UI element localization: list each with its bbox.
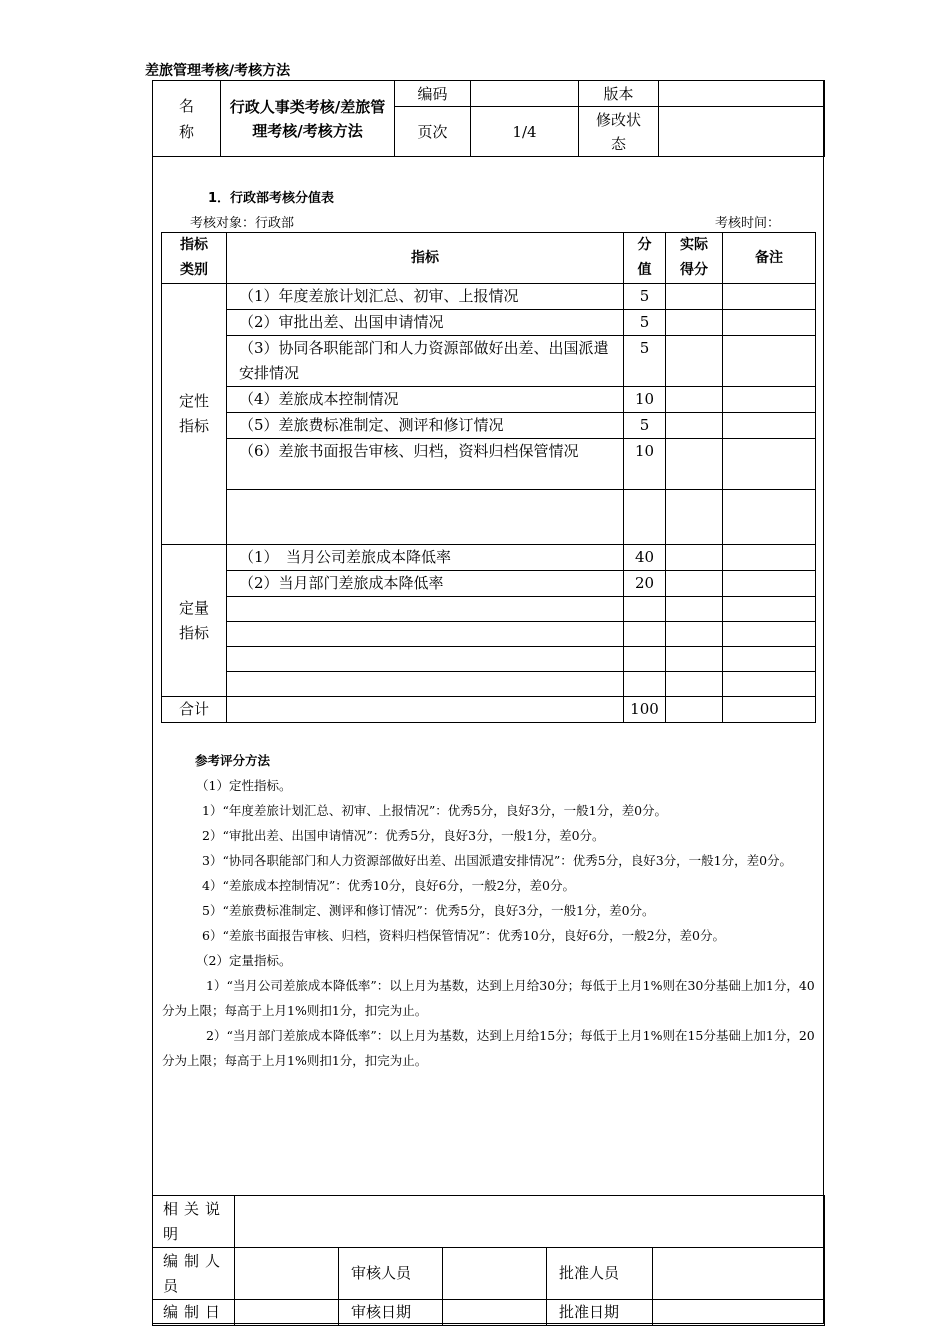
quant-remark-blank-4[interactable] — [723, 672, 816, 697]
qual-item-1: （1）年度差旅计划汇总、初审、上报情况 — [227, 284, 624, 310]
editor-value[interactable] — [235, 1248, 339, 1300]
header-category-l2: 类别 — [180, 262, 208, 278]
qual-score-6: 10 — [624, 439, 666, 490]
approver-value[interactable] — [653, 1248, 825, 1300]
qual-rule-6: 6）“差旅书面报告审核、归档，资料归档保管情况”：优秀10分，良好6分，一般2分，差0分。 — [202, 928, 725, 943]
qual-remark-2[interactable] — [723, 310, 816, 336]
name-label-char-1: 名 — [178, 96, 194, 115]
editor-label: 编制人员 — [153, 1248, 235, 1300]
header-score — [624, 233, 666, 284]
qual-remark-4[interactable] — [723, 387, 816, 413]
qualitative-label — [162, 284, 227, 545]
header-actual — [666, 233, 723, 284]
section-title: 1．行政部考核分值表 — [208, 191, 335, 206]
reviewer-value[interactable] — [443, 1248, 547, 1300]
table-row — [162, 622, 816, 647]
qual-actual-blank[interactable] — [666, 490, 723, 545]
review-date-value[interactable] — [443, 1300, 547, 1326]
quant-score-blank-2[interactable] — [624, 622, 666, 647]
quant-remark-1[interactable] — [723, 545, 816, 571]
qual-actual-2[interactable] — [666, 310, 723, 336]
table-row — [162, 387, 816, 413]
related-value[interactable] — [235, 1196, 825, 1248]
table-row — [162, 439, 816, 490]
quant-item-1: （1） 当月公司差旅成本降低率 — [227, 545, 624, 571]
qual-actual-5[interactable] — [666, 413, 723, 439]
quant-item-blank-2[interactable] — [227, 622, 624, 647]
quant-remark-2[interactable] — [723, 571, 816, 597]
qual-score-1: 5 — [624, 284, 666, 310]
qual-score-2: 5 — [624, 310, 666, 336]
edit-date-label: 编制日 — [153, 1300, 235, 1326]
header-table — [152, 80, 825, 157]
quant-actual-blank-3[interactable] — [666, 647, 723, 672]
table-row — [162, 413, 816, 439]
reviewer-label: 审核人员 — [339, 1248, 443, 1300]
header-score-l2: 值 — [637, 262, 652, 278]
quant-actual-blank-1[interactable] — [666, 597, 723, 622]
quant-rule-1: 1）“当月公司差旅成本降低率”：以上月为基数，达到上月给30分；每低于上月1%则在30分基础上加1分，40分为上限；每高于上月1%则扣1分，扣完为止。 — [162, 978, 815, 1018]
quant-actual-blank-4[interactable] — [666, 672, 723, 697]
related-label: 相关说明 — [153, 1196, 235, 1248]
quant-remark-blank-3[interactable] — [723, 647, 816, 672]
qual-item-3: （3）协同各职能部门和人力资源部做好出差、出国派遣安排情况 — [227, 336, 624, 387]
qual-rule-3: 3）“协同各职能部门和人力资源部做好出差、出国派遣安排情况”：优秀5分，良好3分，一般1分，差0分。 — [202, 853, 793, 868]
version-value[interactable] — [659, 81, 825, 107]
table-row — [162, 336, 816, 387]
quant-actual-2[interactable] — [666, 571, 723, 597]
qual-rule-2: 2）“审批出差、出国申请情况”：优秀5分，良好3分，一般1分，差0分。 — [202, 828, 605, 843]
doc-name: 行政人事类考核/差旅管理考核/考核方法 — [221, 81, 395, 157]
scoring-method — [162, 748, 816, 1073]
review-date-label: 审核日期 — [339, 1300, 443, 1326]
code-value[interactable] — [471, 81, 579, 107]
quant-rule-2: 2）“当月部门差旅成本降低率”：以上月为基数，达到上月给15分；每低于上月1%则在15分基础上加1分，20分为上限；每高于上月1%则扣1分，扣完为止。 — [162, 1028, 815, 1068]
table-row — [162, 647, 816, 672]
quant-remark-blank-1[interactable] — [723, 597, 816, 622]
quant-item-blank-3[interactable] — [227, 647, 624, 672]
qual-remark-6[interactable] — [723, 439, 816, 490]
qual-score-3: 5 — [624, 336, 666, 387]
qual-rule-1: 1）“年度差旅计划汇总、初审、上报情况”：优秀5分，良好3分，一般1分，差0分。 — [202, 803, 668, 818]
quant-actual-blank-2[interactable] — [666, 622, 723, 647]
name-label — [153, 81, 221, 157]
qual-item-4: （4）差旅成本控制情况 — [227, 387, 624, 413]
header-category-l1: 指标 — [180, 237, 208, 253]
qualitative-label-l1: 定性 — [178, 392, 209, 410]
table-row — [162, 672, 816, 697]
qual-score-5: 5 — [624, 413, 666, 439]
qual-item-5: （5）差旅费标准制定、测评和修订情况 — [227, 413, 624, 439]
footer-table — [152, 1195, 825, 1326]
qual-actual-6[interactable] — [666, 439, 723, 490]
header-score-l1: 分 — [637, 237, 652, 253]
quant-remark-blank-2[interactable] — [723, 622, 816, 647]
quant-actual-1[interactable] — [666, 545, 723, 571]
approver-label: 批准人员 — [547, 1248, 653, 1300]
quant-score-blank-4[interactable] — [624, 672, 666, 697]
table-row — [162, 545, 816, 571]
total-remark[interactable] — [723, 697, 816, 723]
qual-remark-blank[interactable] — [723, 490, 816, 545]
quant-score-2: 20 — [624, 571, 666, 597]
header-remark: 备注 — [723, 233, 816, 284]
score-table — [161, 232, 816, 723]
approve-date-value[interactable] — [653, 1300, 825, 1326]
total-label: 合计 — [162, 697, 227, 723]
quant-score-blank-1[interactable] — [624, 597, 666, 622]
qual-item-2: （2）审批出差、出国申请情况 — [227, 310, 624, 336]
page-value: 1/4 — [471, 107, 579, 157]
header-actual-l1: 实际 — [680, 237, 708, 253]
qual-actual-1[interactable] — [666, 284, 723, 310]
quant-score-1: 40 — [624, 545, 666, 571]
assessment-target: 考核对象：行政部 — [190, 216, 295, 231]
qual-actual-4[interactable] — [666, 387, 723, 413]
name-label-char-2: 称 — [178, 122, 194, 141]
assessment-time: 考核时间： — [715, 216, 781, 231]
total-actual[interactable] — [666, 697, 723, 723]
qual-remark-5[interactable] — [723, 413, 816, 439]
quantitative-label — [162, 545, 227, 697]
qual-rule-5: 5）“差旅费标准制定、测评和修订情况”：优秀5分，良好3分，一般1分，差0分。 — [202, 903, 655, 918]
table-row — [162, 284, 816, 310]
header-category — [162, 233, 227, 284]
page-label: 页次 — [395, 107, 471, 157]
qual-actual-3[interactable] — [666, 336, 723, 387]
quant-score-blank-3[interactable] — [624, 647, 666, 672]
total-row — [162, 697, 816, 723]
qual-rule-4: 4）“差旅成本控制情况”：优秀10分，良好6分，一般2分，差0分。 — [202, 878, 575, 893]
revision-value[interactable] — [659, 107, 825, 157]
qualitative-label-l2: 指标 — [178, 417, 209, 435]
table-row — [162, 490, 816, 545]
table-row — [162, 310, 816, 336]
quant-item-2: （2）当月部门差旅成本降低率 — [227, 571, 624, 597]
table-row — [162, 571, 816, 597]
header-indicator: 指标 — [227, 233, 624, 284]
table-row — [162, 597, 816, 622]
qual-heading: （1）定性指标。 — [196, 778, 292, 793]
revision-label: 修改状态 — [579, 107, 659, 157]
document-title: 差旅管理考核/考核方法 — [145, 63, 291, 79]
code-label: 编码 — [395, 81, 471, 107]
qual-remark-1[interactable] — [723, 284, 816, 310]
approve-date-label: 批准日期 — [547, 1300, 653, 1326]
quant-item-blank-4[interactable] — [227, 672, 624, 697]
quantitative-label-l2: 指标 — [178, 623, 209, 642]
quant-heading: （2）定量指标。 — [196, 953, 292, 968]
total-value: 100 — [624, 697, 666, 723]
qual-remark-3[interactable] — [723, 336, 816, 387]
quant-item-blank-1[interactable] — [227, 597, 624, 622]
method-title: 参考评分方法 — [195, 753, 271, 768]
edit-date-value[interactable] — [235, 1300, 339, 1326]
qual-score-blank[interactable] — [624, 490, 666, 545]
qual-score-4: 10 — [624, 387, 666, 413]
quantitative-label-l1: 定量 — [178, 598, 209, 617]
qual-item-6: （6）差旅书面报告审核、归档，资料归档保管情况 — [227, 439, 624, 490]
qual-item-blank[interactable] — [227, 490, 624, 545]
header-actual-l2: 得分 — [680, 262, 708, 278]
total-item-blank — [227, 697, 624, 723]
version-label: 版本 — [579, 81, 659, 107]
